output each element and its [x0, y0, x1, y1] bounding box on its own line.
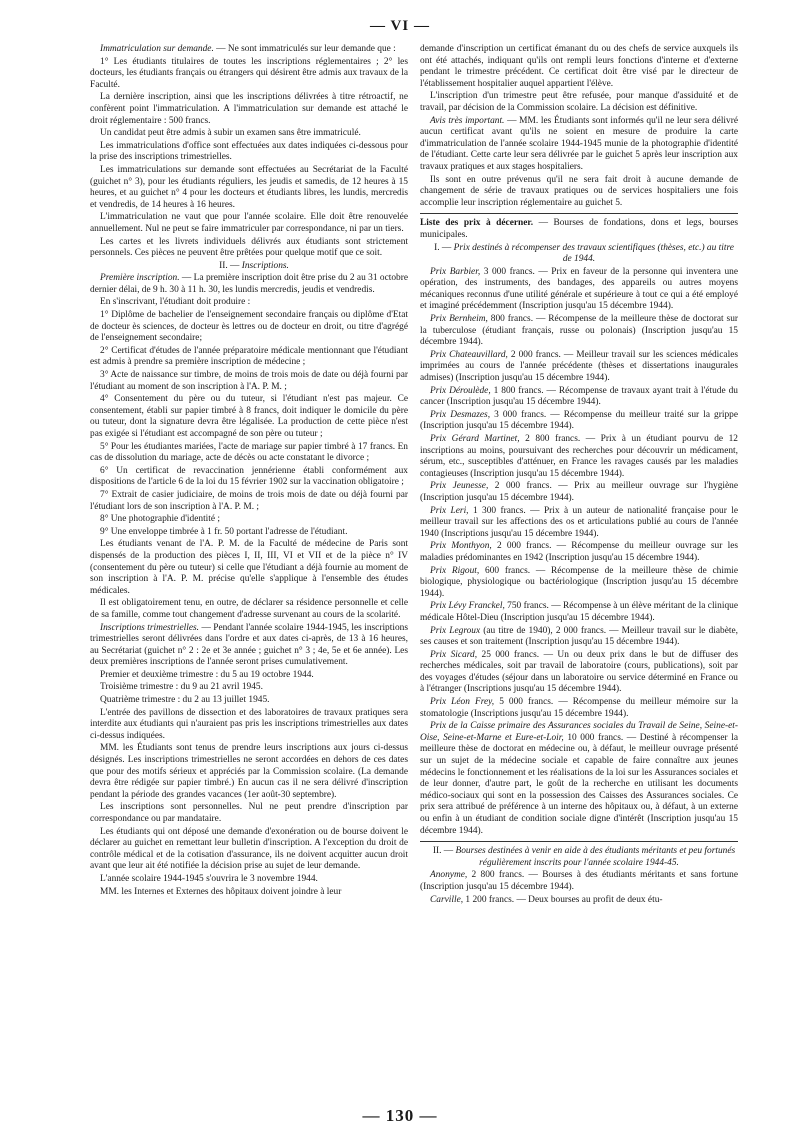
prize-entry-name: Prix Monthyon,: [430, 541, 492, 552]
prizes-list: [420, 267, 738, 838]
paragraph: 2° Certificat d'études de l'année préparatoire médicale mentionnant que l'étudiant est admis à prendre sa première inscription de médecine ;: [90, 345, 408, 368]
section-number: I. —: [434, 242, 454, 253]
paragraph: [90, 44, 408, 56]
bourse-entry-text: 1 200 francs. — Deux bourses au profit de deux étu-: [463, 894, 663, 905]
prize-entry: [420, 506, 738, 541]
prize-entry: [420, 721, 738, 837]
paragraph: Les cartes et les livrets individuels délivrés aux étudiants sont strictement personnels. Ces pièces ne peuvent être prêtées pour quelque motif que ce soit.: [90, 236, 408, 259]
paragraph: Les étudiants qui ont déposé une demande d'exonération ou de bourse doivent le déclarer au guichet en remettant leur bulletin d'inscription. A l'exception du droit de contrôle médical et de la cotisation d'assurance, ils ne doivent acquitter aucun droit avant que leur ait été notifiée la décision prise au sujet de leur demande.: [90, 826, 408, 872]
prize-entry-text: 2 800 francs. — Prix à un étudiant pourvu de 12 inscriptions au moins, poursuivant des recherches pour découvrir un médicament, sérum, etc., susceptibles d'atténuer, en France les ravages causés par les maladies contagieuses (Inscription jusqu'au 15 décembre 1944).: [420, 434, 738, 479]
paragraph: [420, 218, 738, 241]
prize-entry-name: Prix Lévy Franckel,: [430, 601, 505, 612]
prize-entry-name: Prix Gérard Martinet,: [430, 434, 520, 444]
paragraph-text: — Bourses de fondations, dons et legs, bourses municipales.: [420, 218, 738, 240]
paragraph-text: — Pendant l'année scolaire 1944-1945, les inscriptions trimestrielles seront délivrées dans l'ordre et aux dates ci-après, de 13 à 16 heures, au Secrétariat (guichet n° 2 : 2e et 3e année ; guichet n° 3 ; 4e, 5e et 6e année). Les deux premières inscriptions de l'année seront prises cumulativement.: [90, 622, 408, 668]
paragraph: demande d'inscription un certificat émanant du ou des chefs de service auxquels ils ont été attachés, indiquant qu'ils ont rempli leurs fonctions d'interne et d'externe pendant le trimestre précédent. Ce certificat doit être visé par le directeur de l'établissement hospitalier auquel appartient l'élève.: [420, 44, 738, 89]
paragraph-text: — MM. les Étudiants sont informés qu'il ne leur sera délivré aucun certificat avant qu'ils ne soient en mesure de produire la carte d'immatriculation de l'année scolaire 1944-1945 munie de la photographie d'identité de l'étudiant. Cette carte leur sera délivrée par le guichet 5 après leur inscription aux travaux pratiques et aux stages hospitaliers.: [420, 115, 738, 172]
paragraph: Troisième trimestre : du 9 au 21 avril 1945.: [100, 682, 263, 693]
prize-entry-text: 2 000 francs. — Prix au meilleur ouvrage sur l'hygiène (Inscription jusqu'au 15 décembre 1944).: [420, 481, 738, 503]
prize-entry-text: 800 francs. — Récompense de la meilleure thèse de doctorat sur la tuberculose (étudiant français, russe ou polonais) (Inscription jusqu'au 15 décembre 1944).: [420, 314, 738, 348]
divider: [420, 213, 738, 214]
paragraph: Ils sont en outre prévenus qu'il ne sera fait droit à aucune demande de changement de série de travaux pratiques ou de services hospitaliers une fois accomplie leur inscription réglementaire au guichet 5.: [420, 174, 738, 208]
paragraph: [90, 273, 408, 296]
paragraph: L'année scolaire 1944-1945 s'ouvrira le 3 novembre 1944.: [100, 873, 318, 884]
section-heading: [90, 261, 408, 273]
prize-entry-text: 5 000 francs. — Récompense du meilleur mémoire sur la stomatologie (Inscriptions jusqu'au 15 décembre 1944).: [420, 697, 738, 719]
prize-entry-text: 3 000 francs. — Prix en faveur de la personne qui inventera une opération, des instruments, des bandages, des appareils ou autres moyens mécaniques reconnus d'une utilité générale et supérieure à tout ce qui a été employé et imaginé précédemment (Inscription jusqu'au 15 décembre 1944).: [420, 266, 738, 312]
paragraph: Il est obligatoirement tenu, en outre, de déclarer sa résidence personnelle et celle de sa famille, comme tout changement d'adresse survenant au cours de la scolarité.: [90, 598, 408, 620]
paragraph: MM. les Étudiants sont tenus de prendre leurs inscriptions aux jours ci-dessus désignés. Les inscriptions trimestrielles ne seront accordées en dehors de ces dates que pour des motifs sérieux et appréciés par la Commission scolaire. (La demande devra être rédigée sur papier timbré.) En aucun cas il ne sera délivré d'inscription pendant la période des grandes vacances (1er août-30 septembre).: [90, 743, 408, 800]
section-title: Prix destinés à récompenser des travaux scientifiques (thèses, etc.) au titre de 1944.: [453, 242, 734, 265]
paragraph: MM. les Internes et Externes des hôpitaux doivent joindre à leur: [100, 886, 342, 897]
prize-entry: [420, 481, 738, 504]
prize-entry-name: Prix Rigout,: [430, 565, 480, 576]
bourse-entry-name: Carville,: [430, 894, 464, 905]
bourse-entry-text: 2 800 francs. — Bourses à des étudiants méritants et sans fortune (Inscription jusqu'au 15 décembre 1944).: [420, 870, 738, 892]
paragraph: 8° Une photographie d'identité ;: [100, 514, 220, 525]
paragraph: 1° Les étudiants titulaires de toutes les inscriptions réglementaires ; 2° les docteurs, les étudiants français ou étrangers qui désirent être admis aux travaux de la Faculté.: [90, 56, 408, 90]
prize-entry-name: Prix Leri,: [430, 505, 469, 516]
section-number: II. —: [432, 846, 456, 857]
paragraph: L'entrée des pavillons de dissection et des laboratoires de travaux pratiques sera interdite aux étudiants qui n'auraient pas pris les inscriptions trimestrielles aux dates ci-dessus indiquées.: [90, 707, 408, 741]
section-title: Inscriptions.: [241, 260, 289, 271]
section-title: Bourses destinées à venir en aide à des étudiants méritants et peu fortunés régulièrement inscrits pour l'année scolaire 1944-45.: [455, 846, 736, 868]
paragraph: 9° Une enveloppe timbrée à 1 fr. 50 portant l'adresse de l'étudiant.: [100, 526, 348, 537]
prize-entry-name: Prix Desmazes,: [430, 409, 491, 420]
prize-entry: [420, 386, 738, 409]
bourse-entry: [420, 870, 738, 893]
bourses-list: [420, 870, 738, 906]
prize-entry-name: Prix Barbier,: [430, 266, 481, 277]
paragraph: Quatrième trimestre : du 2 au 13 juillet 1945.: [100, 695, 270, 706]
prize-entry-name: Prix Legroux: [430, 625, 481, 636]
prize-entry: [420, 650, 738, 696]
prize-entry-text: 25 000 francs. — Un ou deux prix dans le but de diffuser des recherches médicales, soit par travail de laboratoire (cours, publications), soit par des voyages d'études (séjour dans un laboratoire ou service déterminé en France ou à l'étranger (Inscriptions jusqu'au 15 décembre 1944).: [420, 649, 738, 695]
prize-entry: [420, 626, 738, 649]
paragraph: Les inscriptions sont personnelles. Nul ne peut prendre d'inscription par correspondance ou par mandataire.: [90, 802, 408, 824]
paragraph: Un candidat peut être admis à subir un examen sans être immatriculé.: [100, 128, 361, 139]
paragraph-lead: Avis très important.: [430, 115, 505, 126]
paragraph: L'inscription d'un trimestre peut être refusée, pour manque d'assiduité et de travail, par décision de la Commission scolaire. La décision est définitive.: [420, 91, 738, 113]
paragraph-text: — Ne sont immatriculés sur leur demande que :: [213, 44, 396, 54]
prize-entry-name: Prix Jeunesse,: [430, 481, 489, 492]
prize-entry: [420, 601, 738, 624]
left-column: [90, 44, 408, 1094]
paragraph: [420, 116, 738, 174]
section-heading: [420, 243, 738, 266]
paragraph-lead: Première inscription.: [100, 273, 180, 284]
divider: [420, 841, 738, 842]
prize-entry-text: 2 000 francs. — Récompense du meilleur ouvrage sur les maladies prédominantes en 1942 (Inscription jusqu'au 15 décembre 1944).: [420, 541, 738, 563]
paragraph: 6° Un certificat de revaccination jennérienne établi conformément aux dispositions de l'article 6 de la loi du 15 février 1902 sur la vaccination obligatoire ;: [90, 465, 408, 488]
prize-entry-name: Prix Chateauvillard,: [430, 349, 508, 360]
bourse-entry-name: Anonyme,: [430, 870, 468, 881]
prize-entry-text: 1 800 francs. — Récompense de travaux ayant trait à l'étude du cancer (Inscription jusqu'au 15 décembre 1944).: [420, 385, 738, 408]
prize-entry-name: Prix Léon Frey,: [430, 697, 495, 708]
prize-entry-text: (au titre de 1940), 2 000 francs. — Meilleur travail sur le diabète, ses causes et son traitement (Inscription jusqu'au 15 décembre 1944).: [420, 625, 738, 648]
paragraph: 3° Acte de naissance sur timbre, de moins de trois mois de date ou déjà fourni par l'étudiant au moment de son inscription à l'A. P. M. ;: [90, 370, 408, 392]
section-heading: [420, 846, 738, 869]
paragraph: [90, 623, 408, 669]
paragraph-lead: Liste des prix à décerner.: [420, 218, 534, 229]
prize-entry-name: Prix de la Caisse primaire des Assurances sociales du Travail de Seine, Seine-et-Oise, Seine-et-Marne et Eure-et-Loir,: [420, 721, 738, 743]
prize-entry-name: Prix Sicard,: [430, 649, 478, 660]
prize-entry-text: 3 000 francs. — Récompense du meilleur traité sur la grippe (Inscription jusqu'au 15 décembre 1944).: [420, 409, 738, 432]
prize-entry-text: 750 francs. — Récompense à un élève méritant de la clinique médicale Hôtel-Dieu (Inscription jusqu'au 15 décembre 1944).: [420, 601, 738, 623]
prize-entry: [420, 314, 738, 349]
paragraph: Premier et deuxième trimestre : du 5 au 19 octobre 1944.: [100, 669, 314, 680]
prize-entry: [420, 541, 738, 564]
paragraph: 1° Diplôme de bachelier de l'enseignement secondaire français ou diplôme d'Etat de docteur ès sciences, de docteur ès lettres ou de docteur en droit, ou titre d'agrégé de l'enseignement secondaire;: [90, 310, 408, 344]
paragraph: Les immatriculations d'office sont effectuées aux dates indiquées ci-dessous pour la prise des inscriptions trimestrielles.: [90, 140, 408, 163]
paragraph: La dernière inscription, ainsi que les inscriptions délivrées à titre rétroactif, ne confèrent point l'immatriculation. A l'immatriculation sur demande est attaché le droit réglementaire : 500 francs.: [90, 92, 408, 126]
paragraph: En s'inscrivant, l'étudiant doit produire :: [100, 297, 251, 308]
paragraph: L'immatriculation ne vaut que pour l'année scolaire. Elle doit être renouvelée annuellement. Nul ne peut se faire immatriculer par correspondance, ni par un tiers.: [90, 212, 408, 234]
prize-entry-name: Prix Déroulède,: [430, 385, 491, 396]
paragraph: Les étudiants venant de l'A. P. M. de la Faculté de médecine de Paris sont dispensés de la production des pièces I, II, III, VI et VII et de la pièce n° IV (consentement du père ou tuteur) si celle que l'étudiant a déjà fournie au moment de son inscription à l'A. P. M. précise qu'elle s'applique à l'ensemble des études médicales.: [90, 539, 408, 596]
paragraph-text: — La première inscription doit être prise du 2 au 31 octobre dernier délai, de 9 h. 30 à 11 h. 30, les lundis mercredis, jeudis et vendredis.: [90, 273, 408, 295]
page-header: — VI —: [370, 18, 430, 34]
paragraph: Les immatriculations sur demande sont effectuées au Secrétariat de la Faculté (guichet n° 3), pour les étudiants réguliers, les jeudis et samedis, de 12 heures à 15 heures, et au guichet n° 4 pour les docteurs et étudiants libres, les lundis, mercredis et vendredis, de 14 heures à 16 heures.: [90, 164, 408, 210]
page-number: — 130 —: [362, 1106, 438, 1125]
paragraph-lead: Immatriculation sur demande.: [100, 44, 214, 54]
prize-entry-text: 2 000 francs. — Meilleur travail sur les sciences médicales imprimées au cours de l'année précédente (thèses et dissertations inaugurales admises) (Inscription jusqu'au 15 décembre 1944).: [420, 349, 738, 384]
prize-entry: [420, 434, 738, 480]
prize-entry: [420, 697, 738, 720]
paragraph: 4° Consentement du père ou du tuteur, si l'étudiant n'est pas majeur. Ce consentement, établi sur papier timbré à 8 francs, doit indiquer le domicile du père ou tuteur, dont la signature devra être légalisée. La production de cette pièce n'est pas exigée si l'étudiant est accompagné de son père ou tuteur ;: [90, 394, 408, 439]
right-column: [420, 44, 738, 1094]
prize-entry: [420, 350, 738, 385]
paragraph: 5° Pour les étudiantes mariées, l'acte de mariage sur papier timbré à 17 francs. En cas de dissolution du mariage, acte de décès ou acte constatant le divorce ;: [90, 441, 408, 464]
prize-entry: [420, 410, 738, 433]
paragraph-lead: Inscriptions trimestrielles.: [100, 622, 200, 633]
prize-entry-text: 1 300 francs. — Prix à un auteur de nationalité française pour le meilleur travail sur les affections des os et articulations publié au cours de l'année 1940 (Inscriptions jusqu'au 15 décembre 1944).: [420, 505, 738, 539]
prize-entry-text: 600 francs. — Récompense de la meilleure thèse de chimie biologique, physiologique ou bactériologique (Inscription jusqu'au 15 décembre 1944).: [420, 565, 738, 599]
bourse-entry: [420, 895, 738, 907]
paragraph: 7° Extrait de casier judiciaire, de moins de trois mois de date ou déjà fourni par l'étudiant lors de son inscription à l'A. P. M. ;: [90, 489, 408, 512]
prize-entry: [420, 267, 738, 313]
prize-entry-text: 10 000 francs. — Destiné à récompenser la meilleure thèse de doctorat en médecine ou, à défaut, le meilleur ouvrage présenté sur un sujet de la médecine sociale et capable de faire connaître aux jeunes médecins le fonctionnement et les réalisations de la loi sur les Assurances sociales et de leur donner, d'autre part, le goût de la recherche en utilisant les documents médico-sociaux qui sont en la possession des Caisses des Assurances sociales. Ce prix sera attribué de préférence à un interne des hôpitaux ou, à défaut, à un externe ou enfin à un étudiant de condition sociale digne d'intérêt (Inscription jusqu'au 15 décembre 1944).: [420, 732, 738, 836]
section-number: II. —: [219, 260, 242, 271]
prize-entry: [420, 566, 738, 601]
prize-entry-name: Prix Bernheim,: [430, 314, 488, 325]
